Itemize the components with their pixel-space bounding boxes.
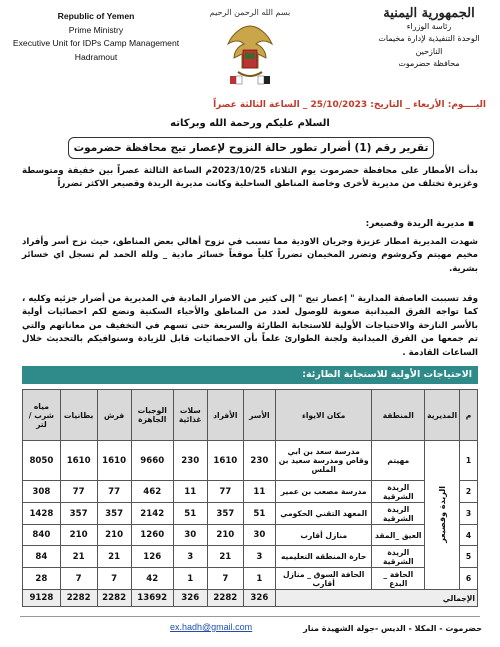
yemen-emblem-icon: [222, 20, 278, 88]
cell-individuals: 1610: [207, 441, 243, 481]
cell-index: 5: [460, 546, 478, 568]
cell-individuals: 21: [207, 546, 243, 568]
cell-families: 51: [243, 503, 275, 525]
cell-district: [425, 441, 460, 590]
col-header: المديرية: [425, 390, 460, 441]
cell-blankets: 7: [60, 568, 97, 590]
table-row: [23, 546, 478, 568]
cell-blankets: 357: [60, 503, 97, 525]
col-header: م: [460, 390, 478, 441]
cell-total-mattresses: 2282: [97, 590, 131, 607]
col-header: سلات غذائية: [173, 390, 207, 441]
cell-area: العيق _المقد: [372, 525, 425, 546]
cell-index: 1: [460, 441, 478, 481]
cell-total-blankets: 2282: [60, 590, 97, 607]
cell-food: 1: [173, 568, 207, 590]
cell-mattresses: 7: [97, 568, 131, 590]
table-total-row: [23, 590, 478, 607]
report-title: تقرير رقم (1) أضرار تطور حالة النزوح لإعصار تيج محافظة حضرموت: [68, 137, 434, 159]
cell-shelter: المعهد التقني الحكومي: [275, 503, 372, 525]
cell-food: 51: [173, 503, 207, 525]
cell-total-meals: 13692: [131, 590, 173, 607]
cell-mattresses: 21: [97, 546, 131, 568]
cell-total-water: 9128: [23, 590, 61, 607]
district-label: الريدة وقصيعر: [437, 485, 447, 543]
bullet-district-label: مديرية الريدة وقصيعر:: [365, 219, 465, 229]
header-governorate: Hadramout: [74, 51, 118, 62]
cell-individuals: 77: [207, 481, 243, 503]
cell-index: 6: [460, 568, 478, 590]
footer-email-link[interactable]: ex.hadh@gmail.com: [170, 622, 253, 632]
cell-families: 230: [243, 441, 275, 481]
paragraph-district: شهدت المديرية امطار عزيزة وجريان الاودية مما تسبب في نزوح أهالي بعض المناطق، حيث نزح أسر وأفراد مخيم مهيتم وكروشوم وتضرر المخيمان تضرراً كلياً موقعاً خسائر مادية _ ولله الحمد لم تسجل اي خسائر بشرية.: [22, 237, 478, 274]
col-header: فرش: [97, 390, 131, 441]
cell-food: 3: [173, 546, 207, 568]
bullet-district: ▪ مديرية الريدة وقصيعر:: [365, 219, 474, 229]
cell-water: 84: [23, 546, 61, 568]
cell-meals: 126: [131, 546, 173, 568]
section-title: الاحتياجات الأولية للاستجابة الطارئة:: [22, 366, 478, 384]
header-english: [6, 10, 186, 64]
header-ministry: Prime Ministry: [68, 24, 124, 35]
cell-index: 3: [460, 503, 478, 525]
cell-shelter: حارة المنطقه التعليميه: [275, 546, 372, 568]
cell-total-food: 326: [173, 590, 207, 607]
footer-divider: [20, 616, 480, 617]
cell-shelter: الحافة السوق _ منازل أقارب: [275, 568, 372, 590]
cell-families: 30: [243, 525, 275, 546]
header-ar-ministry: رئاسة الوزراء: [406, 21, 452, 31]
cell-food: 30: [173, 525, 207, 546]
cell-food: 230: [173, 441, 207, 481]
cell-mattresses: 210: [97, 525, 131, 546]
cell-water: 8050: [23, 441, 61, 481]
cell-shelter: مدرسة مصعب بن عمير: [275, 481, 372, 503]
table-row: [23, 503, 478, 525]
cell-shelter: منازل أقارب: [275, 525, 372, 546]
cell-blankets: 210: [60, 525, 97, 546]
cell-area: الريدة الشرقية: [372, 481, 425, 503]
cell-area: الريدة الشرقية: [372, 503, 425, 525]
cell-individuals: 357: [207, 503, 243, 525]
cell-total-label: الإجمالي: [275, 590, 477, 607]
cell-area: مهيتم: [372, 441, 425, 481]
col-header: الوجبات الجاهزة: [131, 390, 173, 441]
table-header-row: [23, 390, 478, 441]
col-header: مياه شرب / لتر: [23, 390, 61, 441]
header-unit: Executive Unit for IDPs Camp Management: [12, 38, 180, 48]
basmala: بسم الله الرحمن الرحيم: [209, 8, 291, 17]
cell-blankets: 1610: [60, 441, 97, 481]
cell-meals: 2142: [131, 503, 173, 525]
col-header: بطانيات: [60, 390, 97, 441]
table-row: [23, 441, 478, 481]
cell-index: 4: [460, 525, 478, 546]
col-header: الأفراد: [207, 390, 243, 441]
header-country: Republic of Yemen: [57, 11, 135, 21]
cell-water: 28: [23, 568, 61, 590]
cell-meals: 9660: [131, 441, 173, 481]
needs-table: [22, 389, 478, 607]
cell-meals: 462: [131, 481, 173, 503]
header-ar-unit: الوحدة التنفيذية لإدارة مخيمات النازحين: [378, 34, 480, 56]
header-ar-country: الجمهورية اليمنية: [383, 6, 475, 21]
header-arabic: [364, 8, 494, 71]
cell-food: 11: [173, 481, 207, 503]
cell-blankets: 21: [60, 546, 97, 568]
header-ar-governorate: محافظة حضرموت: [398, 59, 460, 68]
cell-mattresses: 77: [97, 481, 131, 503]
cell-individuals: 210: [207, 525, 243, 546]
cell-total-families: 326: [243, 590, 275, 607]
greeting: السلام عليكم ورحمة الله وبركاته: [170, 118, 330, 129]
cell-area: الريدة الشرقية: [372, 546, 425, 568]
cell-water: 840: [23, 525, 61, 546]
cell-blankets: 77: [60, 481, 97, 503]
col-header: الأسر: [243, 390, 275, 441]
table-row: [23, 481, 478, 503]
table-row: [23, 568, 478, 590]
cell-water: 308: [23, 481, 61, 503]
col-header: مكان الايواء: [275, 390, 372, 441]
cell-meals: 1260: [131, 525, 173, 546]
footer-address: حضرموت - المكلا - الديس -جولة الشهيدة منار: [303, 624, 482, 633]
cell-meals: 42: [131, 568, 173, 590]
cell-total-individuals: 2282: [207, 590, 243, 607]
paragraph-intro: بدأت الأمطار على محافظة حضرموت يوم الثلاثاء 2023/10/25م الساعة الثالثة عصراً بين خفيفة ومتوسطة وغزيرة تختلف من مديرية لأخرى وخاصة المناطق الساحلية وكانت مديرية الريدة وقصيعر الاكثر تضرراً: [22, 166, 478, 190]
cell-families: 1: [243, 568, 275, 590]
cell-water: 1428: [23, 503, 61, 525]
cell-families: 11: [243, 481, 275, 503]
cell-families: 3: [243, 546, 275, 568]
cell-mattresses: 1610: [97, 441, 131, 481]
paragraph-damage: وقد تسببت العاصفة المدارية " إعصار تيج " إلى كثير من الاضرار المادية في المديرية من أضرار جزئيه وكليه ، كما تواجه الفرق الميدانية صعوبة للوصول لعدد من المناطق والأحياء السكنية ونضع لكم احصائيات أولية بالأسر النازحة والاحتياجات الأولية للاستجابة الطارئة والسريعة حتى تسهم في التخفيف من معاناتهم والتي تم جمعها من الفرق الميدانية ولجنة الطوارئ علماً بأن الاحصائيات قابل للزيادة وسنوافيكم بالتحديث خلال الساعات القادمة .: [22, 294, 478, 358]
col-header: المنطقة: [372, 390, 425, 441]
cell-individuals: 7: [207, 568, 243, 590]
report-dateline: اليــــوم: الأربعاء _ التاريخ: 25/10/2023 _ الساعة الثالثة عصراً: [213, 100, 486, 110]
cell-mattresses: 357: [97, 503, 131, 525]
cell-shelter: مدرسة سعد بن ابي وقاص ومدرسة سعيد بن الملس: [275, 441, 372, 481]
cell-index: 2: [460, 481, 478, 503]
table-row: [23, 525, 478, 546]
cell-area: الحافة _ البدع: [372, 568, 425, 590]
